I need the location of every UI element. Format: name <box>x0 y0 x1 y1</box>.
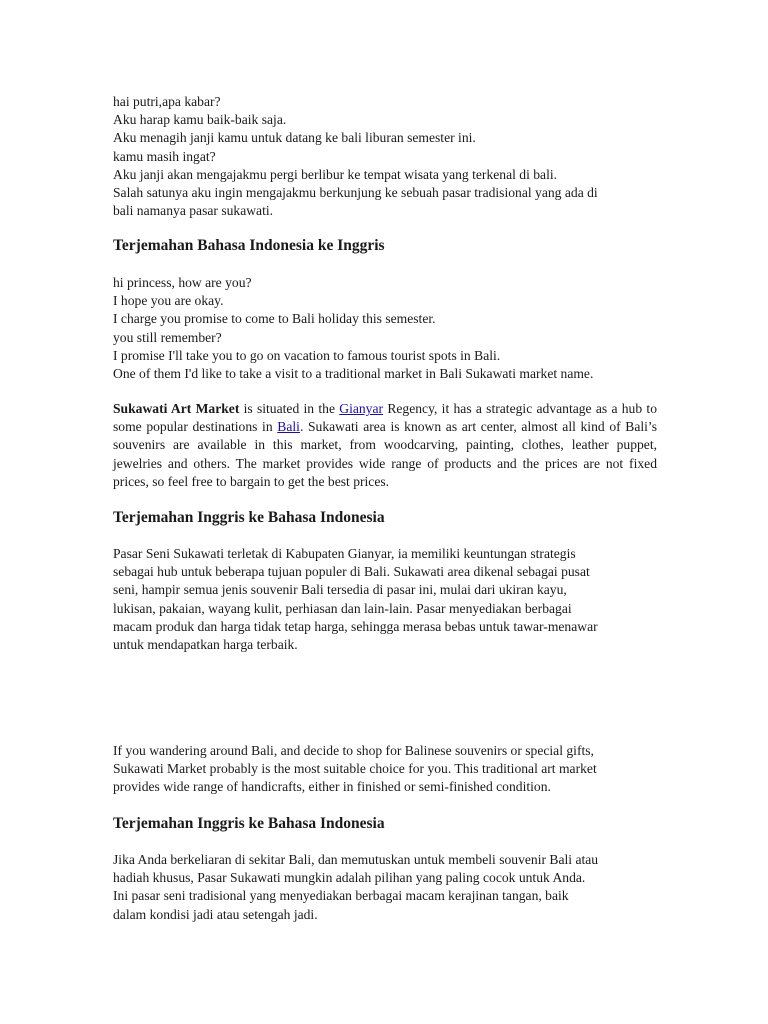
section-heading: Terjemahan Inggris ke Bahasa Indonesia <box>113 509 385 526</box>
letter-line: Salah satunya aku ingin mengajakmu berkunjung ke sebuah pasar tradisional yang ada di <box>113 185 598 201</box>
paragraph-line: lukisan, pakaian, wayang kulit, perhiasan dan lain-lain. Pasar menyediakan berbagai <box>113 600 572 616</box>
letter-line: One of them I'd like to take a visit to a traditional market in Bali Sukawati market name. <box>113 366 594 382</box>
letter-line: kamu masih ingat? <box>113 148 216 164</box>
paragraph-line: Jika Anda berkeliaran di sekitar Bali, dan memutuskan untuk membeli souvenir Bali atau <box>113 852 599 867</box>
letter-english <box>113 274 657 383</box>
wandering-english-paragraph <box>113 742 657 797</box>
paragraph-text: Regency, it has a strategic advantage as a hub to some popular destinations in <box>113 401 657 435</box>
section-heading: Terjemahan Bahasa Indonesia ke Inggris <box>113 237 385 254</box>
wandering-indonesian-paragraph <box>113 851 657 924</box>
paragraph-line: If you wandering around Bali, and decide to shop for Balinese souvenirs or special gifts, <box>113 743 594 758</box>
paragraph-line: Sukawati Market probably is the most suitable choice for you. This traditional art market <box>113 761 597 777</box>
paragraph-line: sebagai hub untuk beberapa tujuan populer di Bali. Sukawati area dikenal sebagai pusat <box>113 564 590 580</box>
paragraph-text: . Sukawati area is known as art center, almost all kind of Bali’s souvenirs are available in this market, from woodcarving, painting, clothes, leather puppet, jewelries and others. The market provides wide range of products and the prices are not fixed prices, so feel free to bargain to get the best prices. <box>113 419 657 489</box>
letter-line: I promise I'll take you to go on vacation to famous tourist spots in Bali. <box>113 347 501 363</box>
paragraph-text: is situated in the <box>239 401 340 416</box>
paragraph-line: seni, hampir semua jenis souvenir Bali tersedia di pasar ini, mulai dari ukiran kayu, <box>113 582 567 598</box>
paragraph-line: Pasar Seni Sukawati terletak di Kabupaten Gianyar, ia memiliki keuntungan strategis <box>113 546 576 561</box>
paragraph-line: hadiah khusus, Pasar Sukawati mungkin adalah pilihan yang paling cocok untuk Anda. <box>113 870 586 886</box>
letter-line: bali namanya pasar sukawati. <box>113 203 274 219</box>
letter-line: Aku janji akan mengajakmu pergi berlibur ke tempat wisata yang terkenal di bali. <box>113 166 558 182</box>
gianyar-link[interactable]: Gianyar <box>339 401 384 416</box>
letter-line: I hope you are okay. <box>113 293 224 309</box>
letter-line: Aku harap kamu baik-baik saja. <box>113 112 287 128</box>
letter-line: hi princess, how are you? <box>113 275 252 290</box>
letter-indonesian <box>113 93 657 220</box>
paragraph-line: Ini pasar seni tradisional yang menyediakan berbagai macam kerajinan tangan, baik <box>113 888 569 904</box>
section-heading: Terjemahan Inggris ke Bahasa Indonesia <box>113 815 385 832</box>
letter-line: I charge you promise to come to Bali holiday this semester. <box>113 311 436 327</box>
paragraph-line: macam produk dan harga tidak tetap harga, sehingga merasa bebas untuk tawar-menawar <box>113 618 598 634</box>
letter-line: Aku menagih janji kamu untuk datang ke bali liburan semester ini. <box>113 130 476 146</box>
paragraph-line: untuk mendapatkan harga terbaik. <box>113 637 298 653</box>
bold-term: Sukawati Art Market <box>113 401 240 416</box>
paragraph-line: provides wide range of handicrafts, either in finished or semi-finished condition. <box>113 779 551 795</box>
bali-link[interactable]: Bali <box>277 419 300 435</box>
letter-line: hai putri,apa kabar? <box>113 94 221 109</box>
letter-line: you still remember? <box>113 329 222 345</box>
paragraph-line: dalam kondisi jadi atau setengah jadi. <box>113 906 318 922</box>
sukawati-english-paragraph <box>113 400 657 491</box>
sukawati-indonesian-paragraph <box>113 545 657 654</box>
